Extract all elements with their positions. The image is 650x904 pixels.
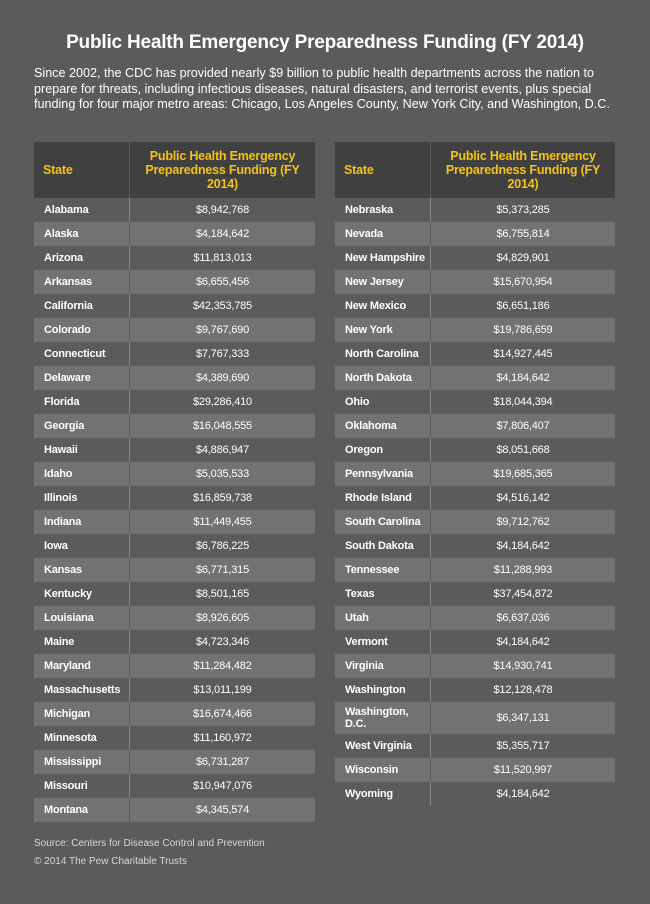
state-cell: Mississippi xyxy=(34,750,130,774)
table-row xyxy=(34,678,315,702)
table-row xyxy=(34,342,315,366)
funding-cell: $11,284,482 xyxy=(130,654,316,678)
funding-cell: $9,767,690 xyxy=(130,318,316,342)
table-row xyxy=(34,366,315,390)
state-cell: Texas xyxy=(335,582,431,606)
state-cell: Nebraska xyxy=(335,198,431,222)
funding-cell: $4,184,642 xyxy=(431,782,616,806)
funding-cell: $5,373,285 xyxy=(431,198,616,222)
table-row xyxy=(335,222,615,246)
funding-cell: $19,685,365 xyxy=(431,462,616,486)
funding-cell: $6,637,036 xyxy=(431,606,616,630)
funding-cell: $11,160,972 xyxy=(130,726,316,750)
funding-cell: $6,786,225 xyxy=(130,534,316,558)
table-row xyxy=(34,390,315,414)
table-row xyxy=(335,654,615,678)
table-row xyxy=(34,510,315,534)
funding-table-left xyxy=(34,142,315,822)
table-row xyxy=(335,630,615,654)
state-cell: Minnesota xyxy=(34,726,130,750)
source-note: Source: Centers for Disease Control and Prevention xyxy=(34,838,265,849)
page-title: Public Health Emergency Preparedness Funding (FY 2014) xyxy=(66,32,584,53)
funding-cell: $7,806,407 xyxy=(431,414,616,438)
funding-cell: $11,449,455 xyxy=(130,510,316,534)
state-cell: Ohio xyxy=(335,390,431,414)
state-cell: Virginia xyxy=(335,654,431,678)
funding-cell: $29,286,410 xyxy=(130,390,316,414)
state-cell: New Jersey xyxy=(335,270,431,294)
state-cell: Colorado xyxy=(34,318,130,342)
funding-cell: $4,886,947 xyxy=(130,438,316,462)
funding-cell: $5,035,533 xyxy=(130,462,316,486)
table-row xyxy=(34,414,315,438)
table-row xyxy=(335,734,615,758)
funding-cell: $4,723,346 xyxy=(130,630,316,654)
column-header-state: State xyxy=(34,142,130,198)
table-row xyxy=(335,342,615,366)
table-row xyxy=(34,798,315,822)
table-row xyxy=(335,510,615,534)
funding-cell: $4,389,690 xyxy=(130,366,316,390)
funding-cell: $4,345,574 xyxy=(130,798,316,822)
funding-cell: $4,184,642 xyxy=(431,630,616,654)
state-cell: Maryland xyxy=(34,654,130,678)
table-row xyxy=(34,606,315,630)
state-cell: Oklahoma xyxy=(335,414,431,438)
table-row xyxy=(34,558,315,582)
funding-cell: $10,947,076 xyxy=(130,774,316,798)
state-cell: Hawaii xyxy=(34,438,130,462)
state-cell: Arizona xyxy=(34,246,130,270)
state-cell: West Virginia xyxy=(335,734,431,758)
funding-cell: $6,731,287 xyxy=(130,750,316,774)
table-row xyxy=(34,750,315,774)
state-cell: Washington, D.C. xyxy=(335,702,431,734)
state-cell: Oregon xyxy=(335,438,431,462)
table-row xyxy=(34,582,315,606)
funding-cell: $4,829,901 xyxy=(431,246,616,270)
table-row xyxy=(335,390,615,414)
state-cell: Arkansas xyxy=(34,270,130,294)
table-row xyxy=(34,702,315,726)
state-cell: Rhode Island xyxy=(335,486,431,510)
column-header-funding: Public Health Emergency Preparedness Funding (FY 2014) xyxy=(130,142,316,198)
funding-cell: $9,712,762 xyxy=(431,510,616,534)
table-row xyxy=(34,774,315,798)
state-cell: Massachusetts xyxy=(34,678,130,702)
table-row xyxy=(335,534,615,558)
column-header-state: State xyxy=(335,142,431,198)
table-row xyxy=(335,582,615,606)
funding-cell: $4,184,642 xyxy=(130,222,316,246)
state-cell: Alabama xyxy=(34,198,130,222)
table-row xyxy=(335,270,615,294)
funding-cell: $19,786,659 xyxy=(431,318,616,342)
state-cell: Idaho xyxy=(34,462,130,486)
state-cell: North Dakota xyxy=(335,366,431,390)
state-cell: Pennsylvania xyxy=(335,462,431,486)
state-cell: California xyxy=(34,294,130,318)
funding-cell: $11,288,993 xyxy=(431,558,616,582)
table-row xyxy=(335,758,615,782)
table-row xyxy=(335,678,615,702)
state-cell: Georgia xyxy=(34,414,130,438)
funding-cell: $6,655,456 xyxy=(130,270,316,294)
funding-cell: $11,520,997 xyxy=(431,758,616,782)
state-cell: Illinois xyxy=(34,486,130,510)
state-cell: Kentucky xyxy=(34,582,130,606)
state-cell: Maine xyxy=(34,630,130,654)
state-cell: New York xyxy=(335,318,431,342)
table-row xyxy=(34,486,315,510)
state-cell: North Carolina xyxy=(335,342,431,366)
table-row xyxy=(335,606,615,630)
table-row xyxy=(335,294,615,318)
table-row xyxy=(335,414,615,438)
table-row xyxy=(34,438,315,462)
table-row xyxy=(335,438,615,462)
state-cell: Montana xyxy=(34,798,130,822)
state-cell: South Dakota xyxy=(335,534,431,558)
table-row xyxy=(335,782,615,806)
funding-cell: $4,184,642 xyxy=(431,366,616,390)
state-cell: New Hampshire xyxy=(335,246,431,270)
table-row xyxy=(34,270,315,294)
funding-cell: $5,355,717 xyxy=(431,734,616,758)
table-row xyxy=(34,534,315,558)
table-row xyxy=(34,198,315,222)
state-cell: Delaware xyxy=(34,366,130,390)
table-header-row xyxy=(34,142,315,198)
funding-cell: $42,353,785 xyxy=(130,294,316,318)
table-row xyxy=(34,654,315,678)
table-row xyxy=(335,462,615,486)
funding-cell: $16,674,466 xyxy=(130,702,316,726)
funding-cell: $8,926,605 xyxy=(130,606,316,630)
funding-cell: $8,051,668 xyxy=(431,438,616,462)
table-row xyxy=(34,630,315,654)
state-cell: Michigan xyxy=(34,702,130,726)
funding-cell: $13,011,199 xyxy=(130,678,316,702)
state-cell: Utah xyxy=(335,606,431,630)
funding-cell: $16,048,555 xyxy=(130,414,316,438)
intro-paragraph: Since 2002, the CDC has provided nearly $9 billion to public health departments across the nation to prepare for threats, including infectious diseases, natural disasters, and terrorist events, plus special funding for four major metro areas: Chicago, Los Angeles County, New York City, and Washington, D.C. xyxy=(34,66,610,112)
state-cell: New Mexico xyxy=(335,294,431,318)
funding-cell: $4,516,142 xyxy=(431,486,616,510)
funding-cell: $12,128,478 xyxy=(431,678,616,702)
funding-cell: $18,044,394 xyxy=(431,390,616,414)
table-row xyxy=(34,246,315,270)
funding-cell: $16,859,738 xyxy=(130,486,316,510)
funding-cell: $15,670,954 xyxy=(431,270,616,294)
funding-cell: $14,927,445 xyxy=(431,342,616,366)
table-row xyxy=(335,366,615,390)
table-row xyxy=(34,726,315,750)
state-cell: Vermont xyxy=(335,630,431,654)
table-row xyxy=(34,462,315,486)
state-cell: Indiana xyxy=(34,510,130,534)
funding-cell: $6,771,315 xyxy=(130,558,316,582)
table-row xyxy=(335,198,615,222)
funding-cell: $7,767,333 xyxy=(130,342,316,366)
table-row xyxy=(335,246,615,270)
table-row xyxy=(335,318,615,342)
state-cell: South Carolina xyxy=(335,510,431,534)
table-header-row xyxy=(335,142,615,198)
state-cell: Washington xyxy=(335,678,431,702)
column-header-funding: Public Health Emergency Preparedness Funding (FY 2014) xyxy=(431,142,616,198)
state-cell: Alaska xyxy=(34,222,130,246)
state-cell: Florida xyxy=(34,390,130,414)
funding-cell: $11,813,013 xyxy=(130,246,316,270)
table-row xyxy=(335,702,615,734)
copyright-note: © 2014 The Pew Charitable Trusts xyxy=(34,856,187,867)
funding-cell: $37,454,872 xyxy=(431,582,616,606)
funding-cell: $8,942,768 xyxy=(130,198,316,222)
state-cell: Tennessee xyxy=(335,558,431,582)
table-row xyxy=(335,486,615,510)
funding-cell: $6,651,186 xyxy=(431,294,616,318)
state-cell: Missouri xyxy=(34,774,130,798)
table-row xyxy=(335,558,615,582)
state-cell: Nevada xyxy=(335,222,431,246)
table-row xyxy=(34,294,315,318)
state-cell: Kansas xyxy=(34,558,130,582)
funding-table-right xyxy=(335,142,615,806)
funding-cell: $6,755,814 xyxy=(431,222,616,246)
funding-cell: $8,501,165 xyxy=(130,582,316,606)
state-cell: Iowa xyxy=(34,534,130,558)
state-cell: Wisconsin xyxy=(335,758,431,782)
state-cell: Wyoming xyxy=(335,782,431,806)
state-cell: Louisiana xyxy=(34,606,130,630)
funding-cell: $6,347,131 xyxy=(431,702,616,734)
table-row xyxy=(34,222,315,246)
funding-cell: $4,184,642 xyxy=(431,534,616,558)
state-cell: Connecticut xyxy=(34,342,130,366)
table-row xyxy=(34,318,315,342)
funding-cell: $14,930,741 xyxy=(431,654,616,678)
